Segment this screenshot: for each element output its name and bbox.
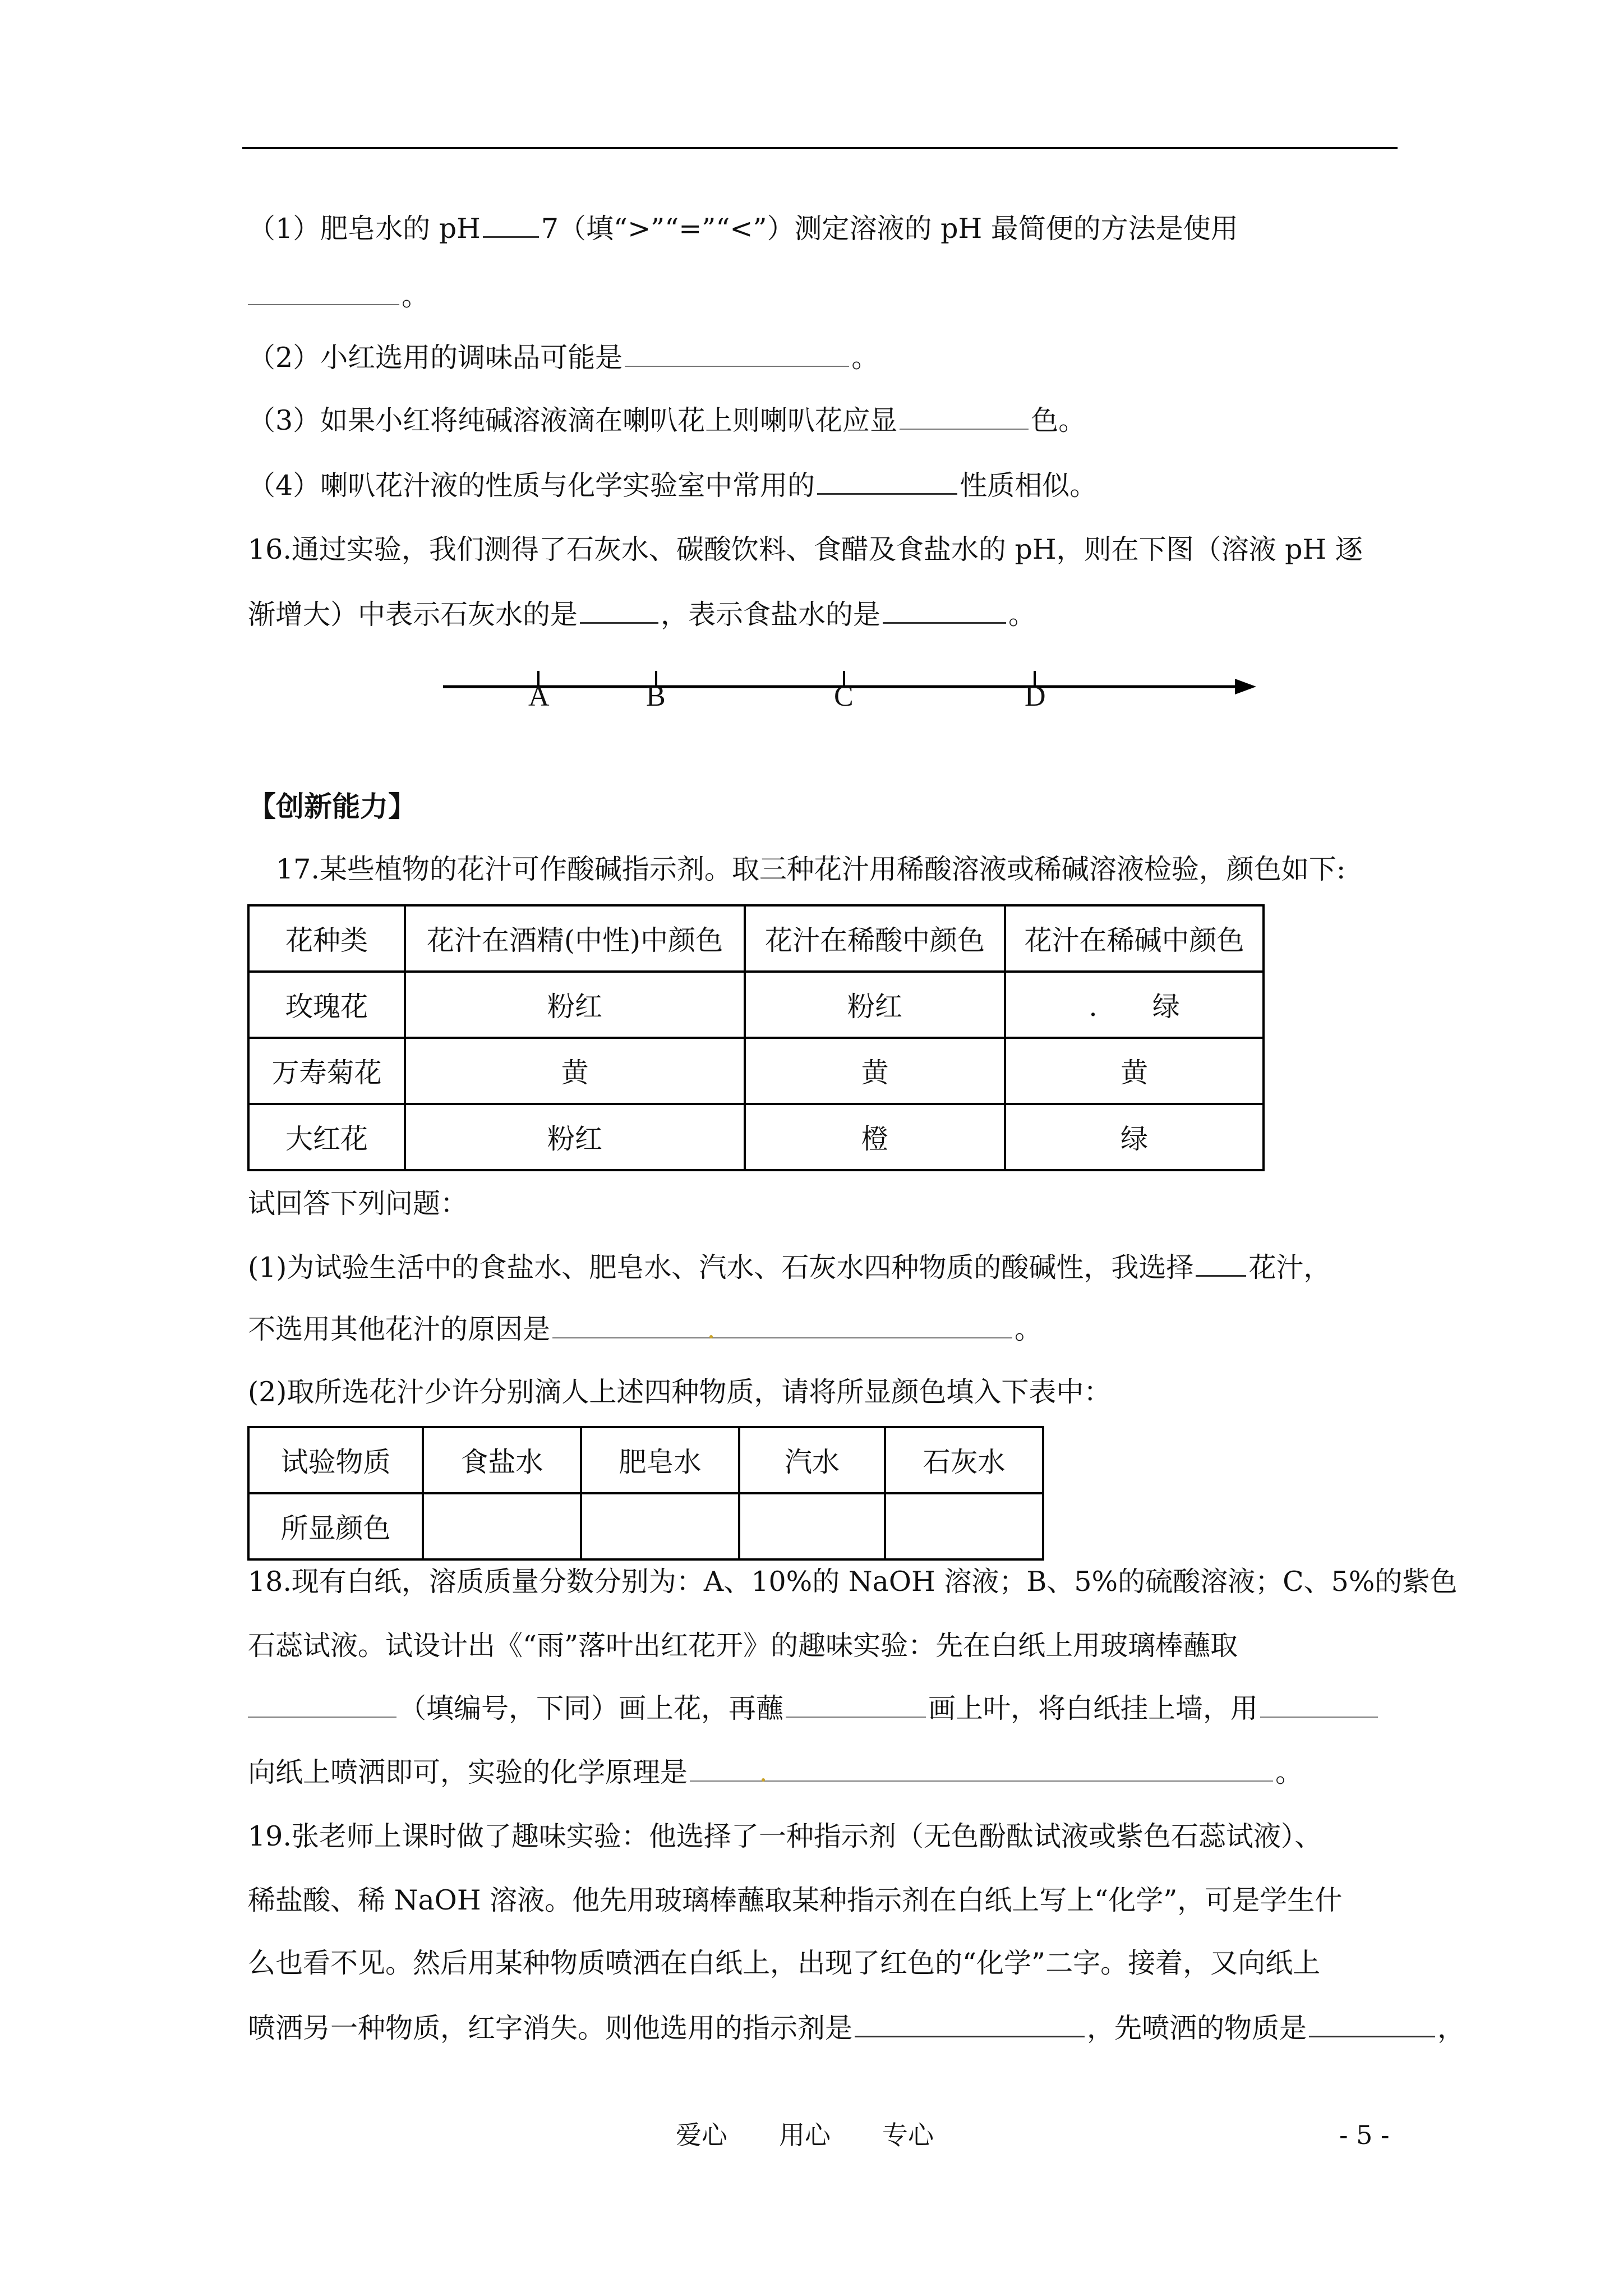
table-header-cell: 花种类: [248, 905, 405, 972]
q17-s2: (2)取所选花汁少许分别滴人上述四种物质，请将所显颜色填入下表中：: [248, 1376, 1112, 1408]
q18-text-b: 画上叶，将白纸挂上墙，用: [928, 1692, 1258, 1724]
table-header-cell: 肥皂水: [581, 1427, 739, 1493]
table-cell: 黄: [1005, 1038, 1264, 1104]
q18-text-a: （填编号，下同）画上花，再蘸: [399, 1692, 784, 1724]
q17-intro: 17.某些植物的花汁可作酸碱指示剂。取三种花汁用稀酸溶液或稀碱溶液检验，颜色如下:: [276, 853, 1346, 885]
answer-blank[interactable]: [786, 1694, 926, 1718]
q16-text-b: ，表示食盐水的是: [661, 599, 881, 631]
table-cell: 粉红: [405, 972, 745, 1038]
table-row: [248, 1104, 1264, 1170]
color-result-table: [247, 1426, 1044, 1561]
answer-blank[interactable]: [817, 471, 957, 495]
q17-s1-text-b: 花汁，: [1248, 1251, 1331, 1283]
q19-line1: 19.张老师上课时做了趣味实验：他选择了一种指示剂（无色酚酞试液或紫色石蕊试液）、: [248, 1820, 1322, 1852]
table-cell: . 绿: [1005, 972, 1264, 1038]
q19-line4: [248, 2012, 1465, 2045]
table-cell: 粉红: [405, 1104, 745, 1170]
q17-s1-text: (1)为试验生活中的食盐水、肥皂水、汽水、石灰水四种物质的酸碱性，我选择: [248, 1251, 1194, 1283]
flower-indicator-table: [247, 904, 1265, 1171]
q18-text-c: 向纸上喷洒即可，实验的化学原理是: [248, 1756, 688, 1788]
q19-end: ，: [1437, 2012, 1465, 2044]
q15-part3: [248, 404, 1086, 438]
point-label-b: B: [646, 680, 666, 712]
table-cell: 粉红: [745, 972, 1005, 1038]
q15-p3-text: （3）如果小红将纯碱溶液滴在喇叭花上则喇叭花应显: [248, 404, 898, 436]
q18-line4: [248, 1756, 1303, 1789]
q19-text-b: ，先喷洒的物质是: [1087, 2012, 1307, 2044]
answer-cell[interactable]: [581, 1493, 739, 1559]
q15-part1: [248, 212, 1238, 246]
table-row: [248, 1038, 1264, 1104]
answer-cell[interactable]: [423, 1493, 581, 1559]
footer-motto: 爱心 用心 专心: [676, 2120, 934, 2150]
q15-part1-cont: [248, 279, 429, 313]
table-cell: 绿: [1005, 1104, 1264, 1170]
table-header-cell: 花汁在稀酸中颜色: [745, 905, 1005, 972]
table-cell: 万寿菊花: [248, 1038, 405, 1104]
q17-s1-end: 。: [1015, 1313, 1043, 1345]
q18-line1: 18.现有白纸，溶质质量分数分别为：A、10%的 NaOH 溶液；B、5%的硫酸溶液；C、5%的紫色: [248, 1566, 1458, 1598]
q16-line1: 16.通过实验，我们测得了石灰水、碳酸饮料、食醋及食盐水的 pH，则在下图（溶液 pH 逐: [248, 533, 1363, 565]
header-rule: [242, 147, 1398, 149]
answer-blank[interactable]: [248, 282, 399, 305]
q15-p2-end: 。: [851, 342, 879, 374]
stray-dot: [709, 1335, 713, 1338]
point-label-c: C: [834, 680, 854, 712]
table-cell: 黄: [405, 1038, 745, 1104]
answer-blank[interactable]: [580, 600, 658, 624]
answer-blank[interactable]: [552, 1315, 1012, 1338]
q16-line2: [248, 598, 1036, 632]
q18-end: 。: [1275, 1756, 1303, 1788]
answer-blank[interactable]: [690, 1758, 1273, 1782]
axis-arrow-icon: [1235, 679, 1256, 694]
section-heading: 【创新能力】: [248, 790, 416, 823]
answer-blank[interactable]: [625, 343, 849, 367]
q15-p3-end: 色。: [1031, 404, 1086, 436]
answer-blank[interactable]: [1309, 2013, 1435, 2037]
q15-p1-end: 。: [402, 280, 430, 312]
q15-p1-text-b: 7（填“>”“=”“<”）测定溶液的 pH 最简便的方法是使用: [541, 213, 1238, 245]
q19-line3: 么也看不见。然后用某种物质喷洒在白纸上，出现了红色的“化学”二字。接着，又向纸上: [248, 1947, 1321, 1979]
table-cell: 所显颜色: [248, 1493, 423, 1559]
table-header-cell: 花汁在酒精(中性)中颜色: [405, 905, 745, 972]
answer-blank[interactable]: [248, 1694, 396, 1718]
table-cell: 橙: [745, 1104, 1005, 1170]
table-header-cell: 石灰水: [885, 1427, 1043, 1493]
point-label-a: A: [528, 680, 550, 712]
q15-p4-end: 性质相似。: [960, 470, 1098, 501]
page-number: - 5 -: [1339, 2120, 1390, 2150]
table-row: [248, 972, 1264, 1038]
q16-end: 。: [1008, 599, 1036, 631]
answer-blank[interactable]: [855, 2013, 1085, 2037]
answer-blank[interactable]: [1196, 1253, 1246, 1277]
answer-cell[interactable]: [739, 1493, 885, 1559]
table-header-cell: 试验物质: [248, 1427, 423, 1493]
answer-blank[interactable]: [883, 600, 1006, 624]
answer-blank[interactable]: [483, 214, 539, 238]
table-header-cell: 花汁在稀碱中颜色: [1005, 905, 1264, 972]
table-row: [248, 1493, 1043, 1559]
answer-blank[interactable]: [900, 406, 1029, 430]
q17-s1-line1: [248, 1251, 1331, 1285]
table-cell: 黄: [745, 1038, 1005, 1104]
q16-text-a: 渐增大）中表示石灰水的是: [248, 599, 578, 631]
q17-s1-line2: [248, 1313, 1042, 1346]
answer-blank[interactable]: [1260, 1694, 1378, 1718]
q15-p2-text: （2）小红选用的调味品可能是: [248, 342, 623, 374]
q19-text-a: 喷洒另一种物质，红字消失。则他选用的指示剂是: [248, 2012, 853, 2044]
q15-p1-text-a: （1）肥皂水的 pH: [248, 213, 481, 245]
table-header-cell: 食盐水: [423, 1427, 581, 1493]
q17-s1-reason: 不选用其他花汁的原因是: [248, 1313, 551, 1345]
q15-part2: [248, 341, 879, 375]
table-header-cell: 汽水: [739, 1427, 885, 1493]
table-header-row: [248, 1427, 1043, 1493]
table-header-row: [248, 905, 1264, 972]
stray-dot: [762, 1778, 765, 1782]
q15-part4: [248, 469, 1097, 503]
q19-line2: 稀盐酸、稀 NaOH 溶液。他先用玻璃棒蘸取某种指示剂在白纸上写上“化学”，可是学生什: [248, 1884, 1343, 1916]
point-label-d: D: [1025, 680, 1046, 712]
table-cell: 玫瑰花: [248, 972, 405, 1038]
q17-ask: 试回答下列问题：: [248, 1188, 468, 1220]
q18-line2: 石蕊试液。试设计出《“雨”落叶出红花开》的趣味实验：先在白纸上用玻璃棒蘸取: [248, 1630, 1238, 1662]
answer-cell[interactable]: [885, 1493, 1043, 1559]
table-cell: 大红花: [248, 1104, 405, 1170]
q18-line3: [248, 1692, 1380, 1726]
q15-p4-text: （4）喇叭花汁液的性质与化学实验室中常用的: [248, 470, 815, 501]
